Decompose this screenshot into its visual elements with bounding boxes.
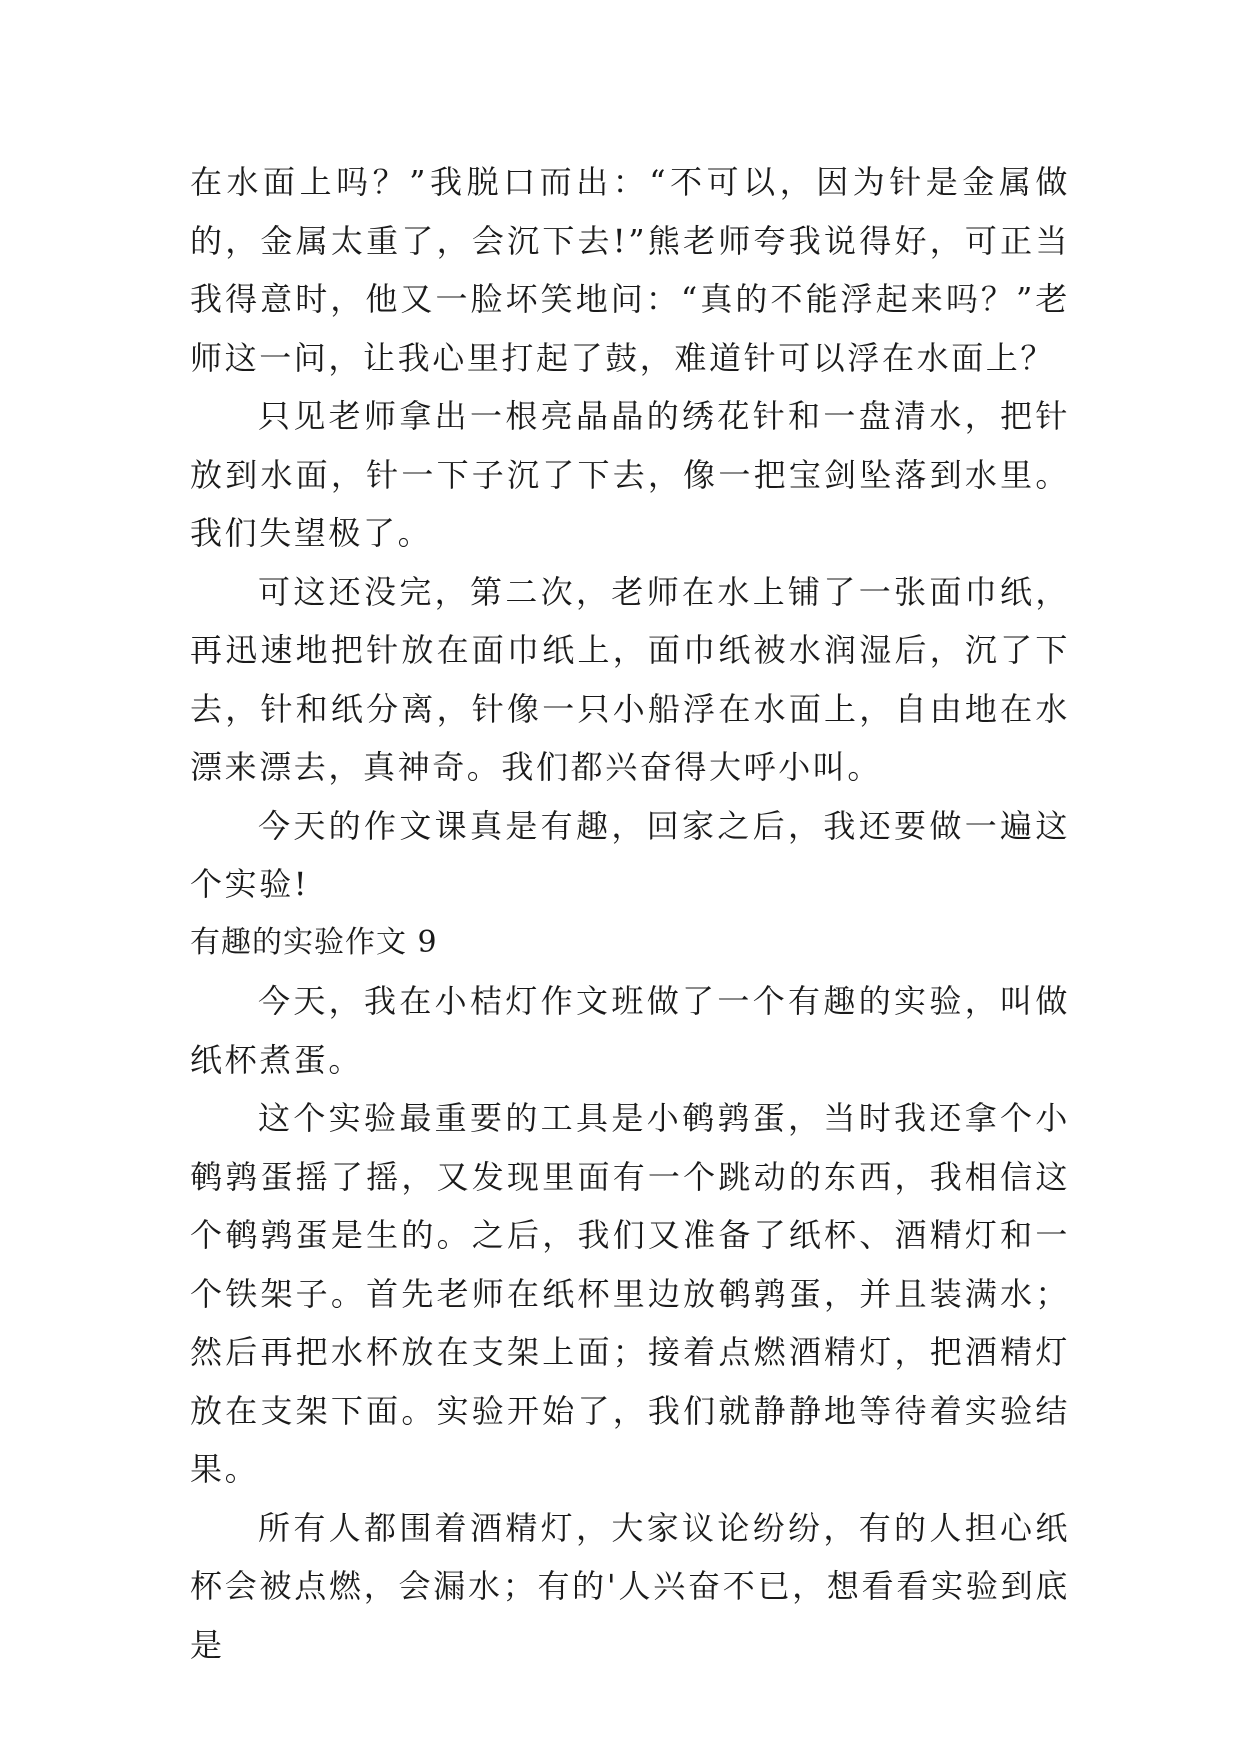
- paragraph-needle-sinks: 只见老师拿出一根亮晶晶的绣花针和一盘清水，把针放到水面，针一下子沉了下去，像一把宝剑坠落到水里。我们失望极了。: [190, 397, 1070, 552]
- paragraph-needle-floats: 可这还没完，第二次，老师在水上铺了一张面巾纸，再迅速地把针放在面巾纸上，面巾纸被水润湿后，沉了下去，针和纸分离，针像一只小船浮在水面上，自由地在水漂来漂去，真神奇。我们都兴奋得大呼小叫。: [190, 572, 1070, 786]
- section-title: 有趣的实验作文 9: [190, 924, 438, 960]
- paragraph-continuation: 在水面上吗？”我脱口而出：“不可以，因为针是金属做的，金属太重了，会沉下去!”熊老师夸我说得好，可正当我得意时，他又一脸坏笑地问：“真的不能浮起来吗？”老师这一问，让我心里打起了鼓，难道针可以浮在水面上？: [190, 163, 1070, 377]
- paragraph-preparation: 这个实验最重要的工具是小鹌鹑蛋，当时我还拿个小鹌鹑蛋摇了摇，又发现里面有一个跳动的东西，我相信这个鹌鹑蛋是生的。之后，我们又准备了纸杯、酒精灯和一个铁架子。首先老师在纸杯里边放鹌鹑蛋，并且装满水；然后再把水杯放在支架上面；接着点燃酒精灯，把酒精灯放在支架下面。实验开始了，我们就静静地等待着实验结果。: [190, 1099, 1070, 1488]
- paragraph-discussion: 所有人都围着酒精灯，大家议论纷纷，有的人担心纸杯会被点燃，会漏水；有的'人兴奋不已，想看看实验到底是: [190, 1508, 1070, 1664]
- paragraph-intro: 今天，我在小桔灯作文班做了一个有趣的实验，叫做纸杯煮蛋。: [190, 982, 1070, 1079]
- document-body: [190, 153, 1070, 1674]
- paragraph-conclusion: 今天的作文课真是有趣，回家之后，我还要做一遍这个实验!: [190, 806, 1070, 903]
